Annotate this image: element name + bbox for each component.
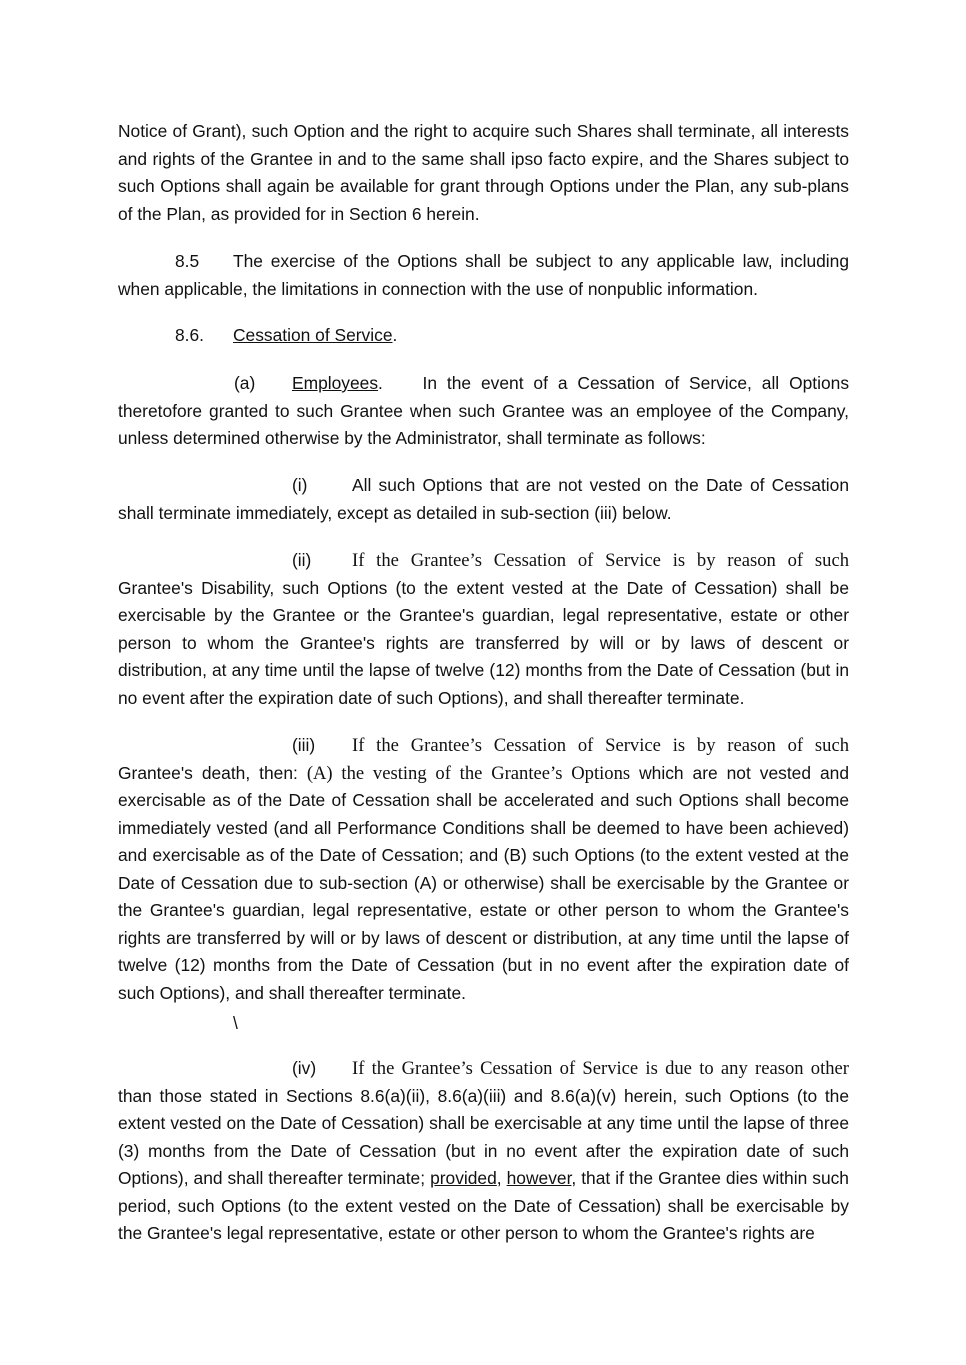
clause-serif-text: If the Grantee’s Cessation of Service is by reason of such xyxy=(352,735,849,756)
clause-serif-text: If the Grantee’s Cessation of Service is due to any reason other xyxy=(352,1058,849,1079)
stray-backslash: \ xyxy=(233,1013,238,1033)
section-number: 8.5 xyxy=(175,251,200,271)
section-title: Cessation of Service xyxy=(233,325,393,345)
clause-text: All such Options that are not vested on the Date of Cessation shall terminate immediately, except as detailed in sub-section (iii) below. xyxy=(118,475,849,523)
however-term: however xyxy=(506,1168,572,1188)
clause-number: (iv) xyxy=(292,1058,317,1078)
clause-i xyxy=(118,472,849,527)
clause-number: (ii) xyxy=(292,550,312,570)
paragraph-notice-of-grant xyxy=(118,118,849,228)
clause-number: (i) xyxy=(292,475,308,495)
clause-serif-text: If the Grantee’s Cessation of Service is by reason of such xyxy=(352,550,849,571)
clause-ii xyxy=(118,547,849,712)
subsection-text: In the event of a Cessation of Service, all Options theretofore granted to such Grantee when such Grantee was an employee of the Company, unless determined otherwise by the Administrator, shall terminate as follows: xyxy=(118,373,850,448)
clause-text-c: which are not vested and exercisable as of the Date of Cessation shall be accelerated and such Options shall become immediately vested (and all Performance Conditions shall be deemed to have been achieved) and exercisable as of the Date of Cessation; and (B) such Options (to the extent vested at the Date of Cessation due to sub-section (A) or otherwise) shall be exercisable by the Grantee or the Grantee's guardian, legal representative, estate or other person to whom the Grantee's rights are transferred by will or by laws of descent or distribution, at any time until the lapse of twelve (12) months from the Date of Cessation (but in no event after the expiration date of such Options), and shall thereafter terminate. xyxy=(118,762,849,1003)
section-text: The exercise of the Options shall be subject to any applicable law, including when applicable, the limitations in connection with the use of nonpublic information. xyxy=(118,251,849,299)
subsection-a xyxy=(118,370,849,453)
subsection-number: (a) xyxy=(234,373,256,393)
paragraph-text: Notice of Grant), such Option and the right to acquire such Shares shall terminate, all interests and rights of the Grantee in and to the same shall ipso facto expire, and the Shares subject to such Options shall again be available for grant through Options under the Plan, any sub-plans of the Plan, as provided for in Section 6 herein. xyxy=(118,121,849,224)
provided-term: provided xyxy=(430,1168,497,1188)
comma: , xyxy=(496,1168,502,1188)
section-8-5 xyxy=(118,248,849,303)
section-number: 8.6. xyxy=(175,325,205,345)
subsection-title: Employees xyxy=(292,373,379,393)
section-8-6-heading xyxy=(175,322,397,350)
clause-text-a: Grantee's death, then: xyxy=(118,762,298,783)
clause-text: Grantee's Disability, such Options (to the extent vested at the Date of Cessation) shall be exercisable by the Grantee or the Grantee's guardian, legal representative, estate or other person to whom the Grantee's rights are transferred by will or by laws of descent or distribution, at any time until the lapse of twelve (12) months from the Date of Cessation (but in no event after the expiration date of such Options), and shall thereafter terminate. xyxy=(118,577,849,708)
clause-text-a: than those stated in Sections 8.6(a)(ii), 8.6(a)(iii) and 8.6(a)(v) herein, such Options (to the extent vested on the Date of Cessation) shall be exercisable at any time until the lapse of three (3) months from the Date of Cessation (but in no event after the expiration date of such Options), and shall thereafter terminate; xyxy=(118,1085,849,1188)
clause-text-b: , that if the Grantee dies within such period, such Options (to the extent vested on the Date of Cessation) shall be exercisable by the Grantee's legal representative, estate or other person to whom the Grantee's rights are xyxy=(118,1168,849,1243)
title-period: . xyxy=(378,373,383,393)
clause-serif-text-b: (A) the vesting of the Grantee’s Options xyxy=(306,762,631,784)
clause-iii xyxy=(118,732,849,1007)
clause-iv xyxy=(118,1055,849,1248)
title-period: . xyxy=(392,325,398,345)
clause-number: (iii) xyxy=(292,735,316,755)
